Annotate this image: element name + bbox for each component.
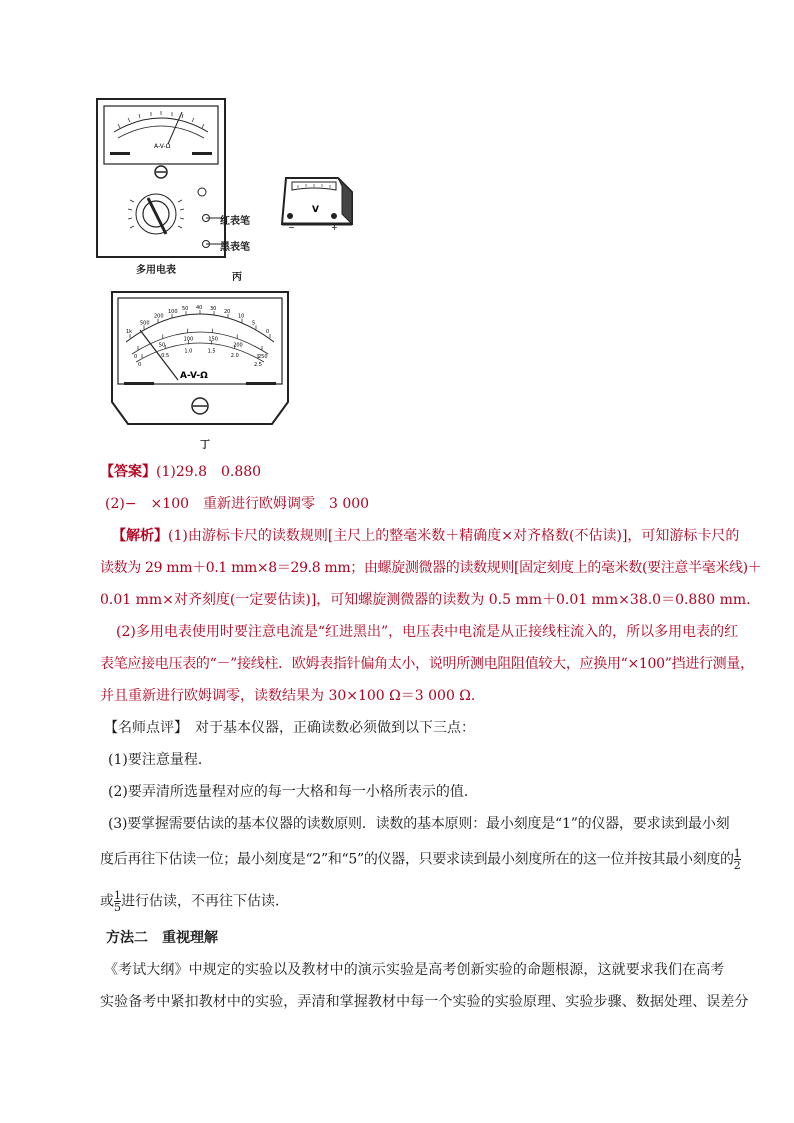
ohm-scale-tick-label: 20 xyxy=(224,308,231,315)
comment-item-3c-pre: 或 xyxy=(100,893,114,910)
black-probe-label: 黑表笔 xyxy=(220,242,250,253)
comment-item-3c-post: 进行估读，不再往下估读． xyxy=(121,893,289,910)
analysis-text-1a: (1)由游标卡尺的读数规则[主尺上的整毫米数＋精确度×对齐格数(不估读)]，可知游标卡尺的 xyxy=(168,528,740,544)
voltage-scale-tick-label: 1.5 xyxy=(207,348,216,355)
ohm-scale-tick-label: 30 xyxy=(210,305,217,312)
multimeter-caption: 多用电表 xyxy=(136,265,176,276)
fraction-half-num: 1 xyxy=(733,847,741,860)
ohm-scale-tick-label: 10 xyxy=(238,313,245,320)
answer-text-1: (1)29.8 0.880 xyxy=(156,464,262,480)
fraction-half xyxy=(734,848,741,871)
answer-line-1 xyxy=(100,462,261,482)
voltmeter-figure xyxy=(278,168,358,232)
method-text-2: 实验备考中紧扣教材中的实验，弄清和掌握教材中每一个实验的实验原理、实验步骤、数据处理、误差分 xyxy=(100,994,749,1010)
comment-item-3c-row xyxy=(100,890,289,913)
comment-item-3b: 度后再往下估读一位；最小刻度是“2”和“5”的仪器，只要求读到最小刻度所在的这一位并按其最小刻度的 xyxy=(100,851,734,868)
voltage-scale-tick-label: 2.5 xyxy=(254,362,262,368)
voltmeter-neg: − xyxy=(288,223,295,232)
meter-scale-text: A-V-Ω xyxy=(180,371,208,381)
comment-tag: 【名师点评】 xyxy=(104,720,181,736)
method-text-1: 《考试大纲》中规定的实验以及教材中的演示实验是高考创新实验的命题根源，这就要求我们在高考 xyxy=(104,962,725,978)
comment-item-2: (2)要弄清所选量程对应的每一大格和每一小格所表示的值． xyxy=(108,784,478,800)
voltmeter-pos: + xyxy=(331,223,338,232)
answer-line-2: (2)− ×100 重新进行欧姆调零 3 000 xyxy=(105,496,370,512)
meter-face-figure xyxy=(110,290,290,430)
analysis-text-1b: 读数为 29 mm＋0.1 mm×8＝29.8 mm；由螺旋测微器的读数规则[固定刻度上的毫米数(要注意半毫米线)＋ xyxy=(100,560,762,576)
fraction-fifth-num: 1 xyxy=(114,889,121,902)
current-scale-tick-label: 0 xyxy=(134,354,138,360)
current-scale-tick-label: 50 xyxy=(158,342,166,349)
voltage-scale-tick-label: 1.0 xyxy=(184,348,193,355)
analysis-tag: 【解析】 xyxy=(112,528,168,544)
comment-line xyxy=(104,718,475,738)
ohm-scale-tick-label: 100 xyxy=(168,308,178,315)
analysis-text-2c: 并且重新进行欧姆调零，读数结果为 30×100 Ω＝3 000 Ω. xyxy=(100,688,476,704)
voltmeter-symbol: V xyxy=(312,205,319,215)
meter-face-drawing xyxy=(110,290,290,430)
current-scale-tick-label: 250 xyxy=(258,354,268,360)
comment-item-3b-row xyxy=(100,848,741,871)
answer-tag: 【答案】 xyxy=(100,464,156,480)
ohm-scale-tick-label: 500 xyxy=(140,320,150,327)
ohm-scale-tick-label: 200 xyxy=(154,313,164,320)
voltage-scale-tick-label: 0.5 xyxy=(161,353,170,360)
ohm-scale-tick-label: 1k xyxy=(126,329,133,335)
comment-item-1: (1)要注意量程． xyxy=(108,752,212,768)
comment-intro: 对于基本仪器，正确读数必须做到以下三点： xyxy=(181,720,475,736)
current-scale-tick-label: 200 xyxy=(233,342,243,349)
analysis-text-2a: (2)多用电表使用时要注意电流是“红进黑出”，电压表中电流是从正接线柱流入的，所以多用电表的红 xyxy=(116,624,739,640)
red-probe-label: 红表笔 xyxy=(220,216,250,227)
figure-label-ding: 丁 xyxy=(200,440,210,451)
voltage-scale-tick-label: 0 xyxy=(138,362,142,368)
ohm-scale-tick-label: 0 xyxy=(266,329,270,335)
voltmeter-drawing xyxy=(278,168,358,232)
comment-item-3a: (3)要掌握需要估读的基本仪器的读数原则．读数的基本原则：最小刻度是“1”的仪器，要求读到最小刻 xyxy=(108,816,730,832)
analysis-text-2b: 表笔应接电压表的“－”接线柱．欧姆表指针偏角太小，说明所测电阻阻值较大，应换用“×100”挡进行测量， xyxy=(100,656,754,672)
svg-text:A-V-Ω: A-V-Ω xyxy=(154,143,171,150)
fraction-fifth xyxy=(114,890,121,913)
analysis-text-1c: 0.01 mm×对齐刻度(一定要估读)]，可知螺旋测微器的读数为 0.5 mm＋0.01 mm×38.0＝0.880 mm. xyxy=(100,592,751,608)
figure-label-bing: 丙 xyxy=(232,272,242,283)
current-scale-tick-label: 150 xyxy=(208,336,218,343)
fraction-half-den: 2 xyxy=(733,859,741,872)
ohm-scale-tick-label: 5 xyxy=(252,320,256,327)
ohm-scale-tick-label: 50 xyxy=(182,305,189,312)
current-scale-tick-label: 100 xyxy=(183,336,194,343)
analysis-line-1 xyxy=(112,526,739,546)
voltage-scale-tick-label: 2.0 xyxy=(230,353,239,360)
method-heading: 方法二 重视理解 xyxy=(106,930,218,946)
fraction-fifth-den: 5 xyxy=(114,901,121,914)
ohm-scale-tick-label: 40 xyxy=(196,305,203,311)
